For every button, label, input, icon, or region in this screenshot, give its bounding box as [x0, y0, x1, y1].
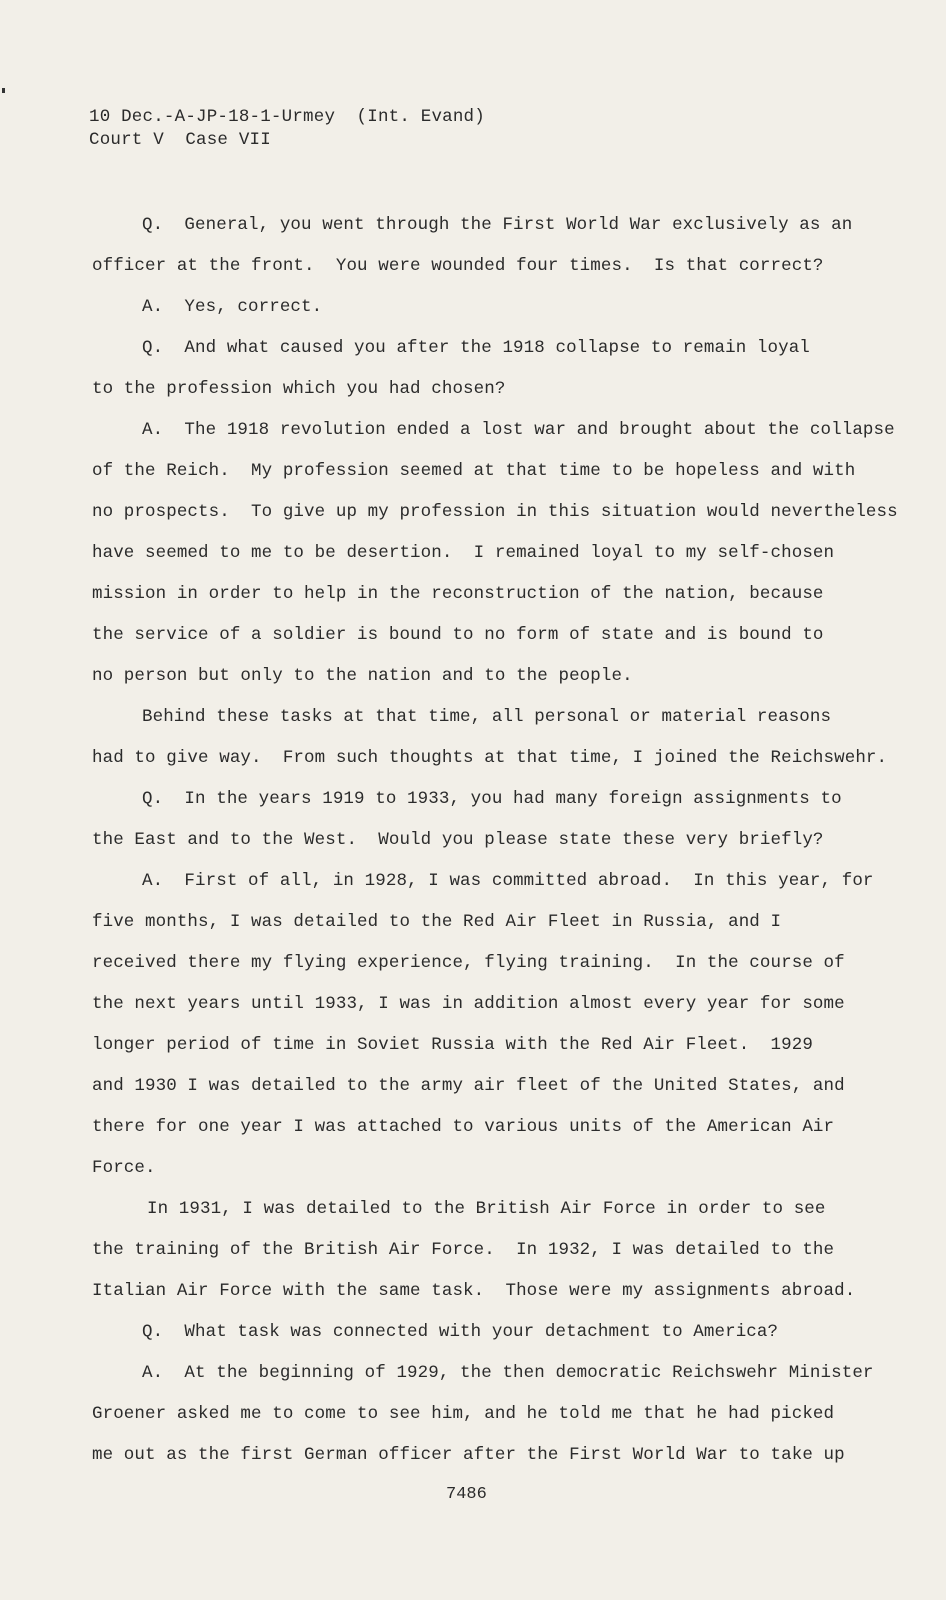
text-line: A. At the beginning of 1929, the then democratic Reichswehr Minister: [142, 1363, 874, 1383]
text-line: Groener asked me to come to see him, and he told me that he had picked: [92, 1404, 835, 1424]
text-line: A. Yes, correct.: [142, 297, 323, 317]
text-line: Italian Air Force with the same task. Those were my assignments abroad.: [92, 1281, 856, 1301]
header-reference: 10 Dec.-A-JP-18-1-Urmey (Int. Evand): [89, 107, 485, 127]
text-line: no prospects. To give up my profession in this situation would nevertheless: [92, 502, 898, 522]
text-line: received there my flying experience, flying training. In the course of: [92, 953, 845, 973]
paragraph-question-4: [92, 1312, 882, 1353]
header-court-case: Court V Case VII: [89, 130, 271, 150]
paragraph-question-2: [92, 328, 882, 410]
paragraph-answer-2: [92, 410, 898, 697]
text-line: me out as the first German officer after the First World War to take up: [92, 1445, 845, 1465]
paragraph-answer-1: [92, 287, 882, 328]
transcript-body: [92, 205, 898, 1476]
text-line: Q. General, you went through the First World War exclusively as an: [142, 215, 853, 235]
text-line: mission in order to help in the reconstruction of the nation, because: [92, 584, 824, 604]
document-header: [89, 106, 485, 152]
paragraph-answer-3-continued: [92, 1189, 882, 1312]
paragraph-question-3: [92, 779, 882, 861]
text-line: A. First of all, in 1928, I was committed abroad. In this year, for: [142, 871, 874, 891]
text-line: have seemed to me to be desertion. I remained loyal to my self-chosen: [92, 543, 835, 563]
paragraph-answer-3: [92, 861, 882, 1189]
text-line: Force.: [92, 1158, 156, 1178]
text-line: to the profession which you had chosen?: [92, 379, 506, 399]
text-line: officer at the front. You were wounded four times. Is that correct?: [92, 256, 824, 276]
text-line: five months, I was detailed to the Red Air Fleet in Russia, and I: [92, 912, 782, 932]
text-line: Q. And what caused you after the 1918 collapse to remain loyal: [142, 338, 810, 358]
text-line: the service of a soldier is bound to no form of state and is bound to: [92, 625, 824, 645]
text-line: A. The 1918 revolution ended a lost war and brought about the collapse: [142, 420, 895, 440]
text-line: had to give way. From such thoughts at that time, I joined the Reichswehr.: [92, 748, 888, 768]
text-line: Q. In the years 1919 to 1933, you had many foreign assignments to: [142, 789, 842, 809]
text-line: the East and to the West. Would you please state these very briefly?: [92, 830, 824, 850]
text-line: Q. What task was connected with your detachment to America?: [142, 1322, 779, 1342]
text-line: and 1930 I was detailed to the army air fleet of the United States, and: [92, 1076, 845, 1096]
text-line: In 1931, I was detailed to the British Air Force in order to see: [147, 1199, 826, 1219]
text-line: the next years until 1933, I was in addition almost every year for some: [92, 994, 845, 1014]
text-line: no person but only to the nation and to the people.: [92, 666, 633, 686]
text-line: the training of the British Air Force. In 1932, I was detailed to the: [92, 1240, 835, 1260]
text-line: of the Reich. My profession seemed at that time to be hopeless and with: [92, 461, 856, 481]
margin-mark: [2, 88, 5, 93]
page-number: 7486: [446, 1485, 487, 1504]
text-line: there for one year I was attached to various units of the American Air: [92, 1117, 835, 1137]
paragraph-answer-2-continued: [92, 697, 888, 779]
text-line: Behind these tasks at that time, all personal or material reasons: [142, 707, 832, 727]
paragraph-answer-4: [92, 1353, 882, 1476]
paragraph-question-1: [92, 205, 882, 287]
text-line: longer period of time in Soviet Russia with the Red Air Fleet. 1929: [92, 1035, 813, 1055]
